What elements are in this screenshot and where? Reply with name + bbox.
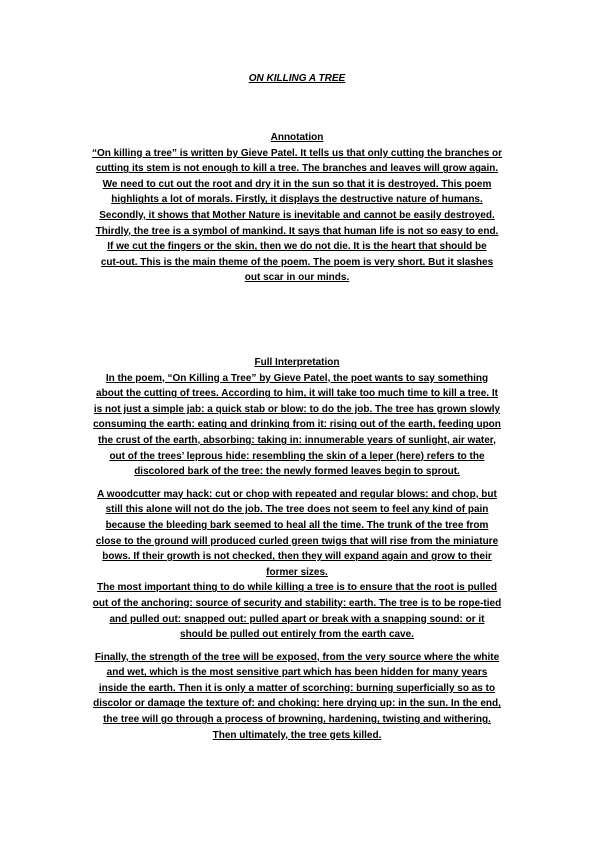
text-line: about the cutting of trees. According to him, it will take too much time to kill a tree. It [96, 388, 498, 400]
text-line: is not just a simple jab: a quick stab or blow: to do the job. The tree has grown slowly [93, 403, 501, 415]
text-line: consuming the earth: eating and drinking from it: rising out of the earth, feeding upon [93, 419, 501, 431]
interpretation-paragraph-3 [70, 650, 524, 744]
interpretation-section [70, 355, 524, 743]
text-line: inside the earth. Then it is only a matter of scorching: burning superficially so as to [98, 682, 496, 694]
interpretation-paragraph-2 [70, 487, 524, 643]
interpretation-paragraph-1 [70, 371, 524, 480]
text-line: discolor or damage the texture of: and choking: here drying up: in the sun. In the end, [93, 698, 501, 710]
text-line: A woodcutter may hack: cut or chop with repeated and regular blows: and chop, but [97, 488, 497, 500]
document-title: ON KILLING A TREE [248, 73, 346, 84]
text-line: because the bleeding bark seemed to heal all the time. The trunk of the tree from [105, 519, 489, 531]
text-line: In the poem, “On Killing a Tree” by Gieve Patel, the poet wants to say something [105, 372, 489, 384]
text-line: Finally, the strength of the tree will be exposed, from the very source where the white [94, 651, 500, 663]
text-line: out of the anchoring: source of security and stability: earth. The tree is to be rope-tied [92, 597, 502, 609]
annotation-heading: Annotation [270, 132, 324, 143]
text-line: and pulled out: snapped out: pulled apart or break with a snapping sound: or it [109, 613, 485, 625]
text-line: The most important thing to do while killing a tree is to ensure that the root is pulled [96, 582, 498, 594]
annotation-section [70, 130, 524, 286]
text-line: close to the ground will produced curled green twigs that will rise from the miniature [95, 535, 499, 547]
text-line: If we cut the fingers or the skin, then we do not die. It is the heart that should be [107, 241, 487, 253]
text-line: We need to cut out the root and dry it in the sun so that it is destroyed. This poem [102, 178, 492, 190]
text-line: Secondly, it shows that Mother Nature is inevitable and cannot be easily destroyed. [99, 209, 495, 221]
text-line: discolored bark of the tree: the newly formed leaves begin to sprout. [134, 466, 460, 478]
annotation-paragraph [70, 146, 524, 286]
text-line: and wet, which is the most sensitive part which has been hidden for many years [106, 667, 488, 679]
text-line: out scar in our minds. [244, 272, 350, 284]
text-line: “On killing a tree” is written by Gieve Patel. It tells us that only cutting the branches or [91, 147, 503, 159]
text-line: out of the trees’ leprous hide: resembling the skin of a leper (here) refers to the [109, 450, 485, 462]
text-line: highlights a lot of morals. Firstly, it displays the destructive nature of humans. [111, 194, 483, 206]
text-line: former sizes. [266, 566, 328, 578]
interpretation-heading: Full Interpretation [254, 357, 340, 368]
text-line: the crust of the earth, absorbing: taking in: innumerable years of sunlight, air water, [98, 434, 496, 446]
text-line: cutting its stem is not enough to kill a tree. The branches and leaves will grow again. [95, 163, 499, 175]
text-line: still this alone will not do the job. The tree does not seem to feel any kind of pain [105, 504, 489, 516]
text-line: bows. If their growth is not checked, then they will expand again and grow to their [102, 551, 492, 563]
text-line: should be pulled out entirely from the earth cave. [180, 629, 414, 641]
text-line: cut-out. This is the main theme of the poem. The poem is very short. But it slashes [100, 256, 494, 268]
text-line: the tree will go through a process of browning, hardening, twisting and withering. [103, 714, 491, 726]
text-line: Then ultimately, the tree gets killed. [212, 729, 382, 741]
text-line: Thirdly, the tree is a symbol of mankind. It says that human life is not so easy to end. [95, 225, 499, 237]
